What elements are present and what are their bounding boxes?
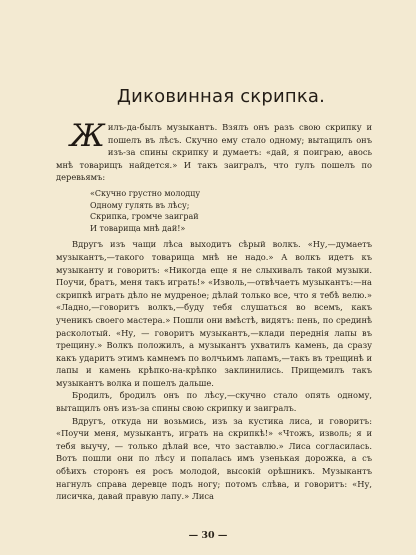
verse-line: И товарища мнѣ дай!» (90, 223, 186, 233)
verse-line: Скрипка, громче заиграй (90, 212, 199, 222)
verse-line: «Скучно грустно молодцу (90, 188, 201, 198)
first-paragraph-text: илъ-да-былъ музыкантъ. Взялъ онъ разъ свою скрипку и пошелъ въ лѣсъ. Скучно ему стало одному; вытащилъ онъ изъ-за спины скрипку и думаетъ: «дай, я поиграю, авось мнѣ товарищъ найдется.» И такъ заигралъ, что гулъ пошелъ по деревьямъ: (56, 122, 372, 183)
first-paragraph (56, 118, 372, 184)
song-verse (90, 188, 372, 234)
paragraph: Вдругъ, откуда ни возьмись, изъ за кустика лиса, и говоритъ: «Поучи меня, музыкантъ, играть на скрипкѣ!» «Чтожъ, изволь; я и тебя выучу, — только дѣлай все, что заставлю.» Лиса согласилась. Вотъ пошли они по лѣсу и попалась имъ узенькая дорожка, а съ обѣихъ сторонъ ея росъ молодой, высокій орѣшникъ. Музыкантъ нагнулъ справа деревце подъ ногу; потомъ слѣва, и говоритъ: «Ну, лисичка, давай правую лапу.» Лиса (56, 415, 372, 502)
story-text (56, 118, 372, 503)
page-number: — 30 — (188, 530, 228, 541)
verse-line: Одному гулять въ лѣсу; (90, 200, 190, 210)
paragraph: Бродилъ, бродилъ онъ по лѣсу,—скучно стало опять одному, вытащилъ онъ изъ-за спины свою скрипку и заигралъ. (56, 390, 372, 414)
story-title: Диковинная скрипка. (116, 86, 326, 107)
drop-cap: Ж (70, 118, 105, 154)
paragraph: Вдругъ изъ чащи лѣса выходитъ сѣрый волкъ. «Ну,—думаетъ музыкантъ,—такого товарища мнѣ не надо.» А волкъ идетъ къ музыканту и говоритъ: «Никогда еще я не слыхивалъ такой музыки. Поучи, братъ, меня такъ играть!» «Изволь,—отвѣчаетъ музыкантъ:—на скрипкѣ играть дѣло не мудреное; дѣлай только все, что я тебѣ велю.» «Ладно,—говоритъ волкъ,—буду тебя слушаться во всемъ, какъ ученикъ своего мастера.» Пошли они вмѣстѣ, видятъ: пень, по срединѣ расколотый. «Ну, — говоритъ музыкантъ,—клади переднія лапы въ трещину.» Волкъ положилъ, а музыкантъ ухватилъ камень, да сразу какъ ударитъ этимъ камнемъ по волчьимъ лапамъ,—такъ въ трещинѣ и лапы и камень крѣпко-на-крѣпко заклинились. Прищемилъ такъ музыкантъ волка и пошелъ дальше. (56, 239, 372, 388)
